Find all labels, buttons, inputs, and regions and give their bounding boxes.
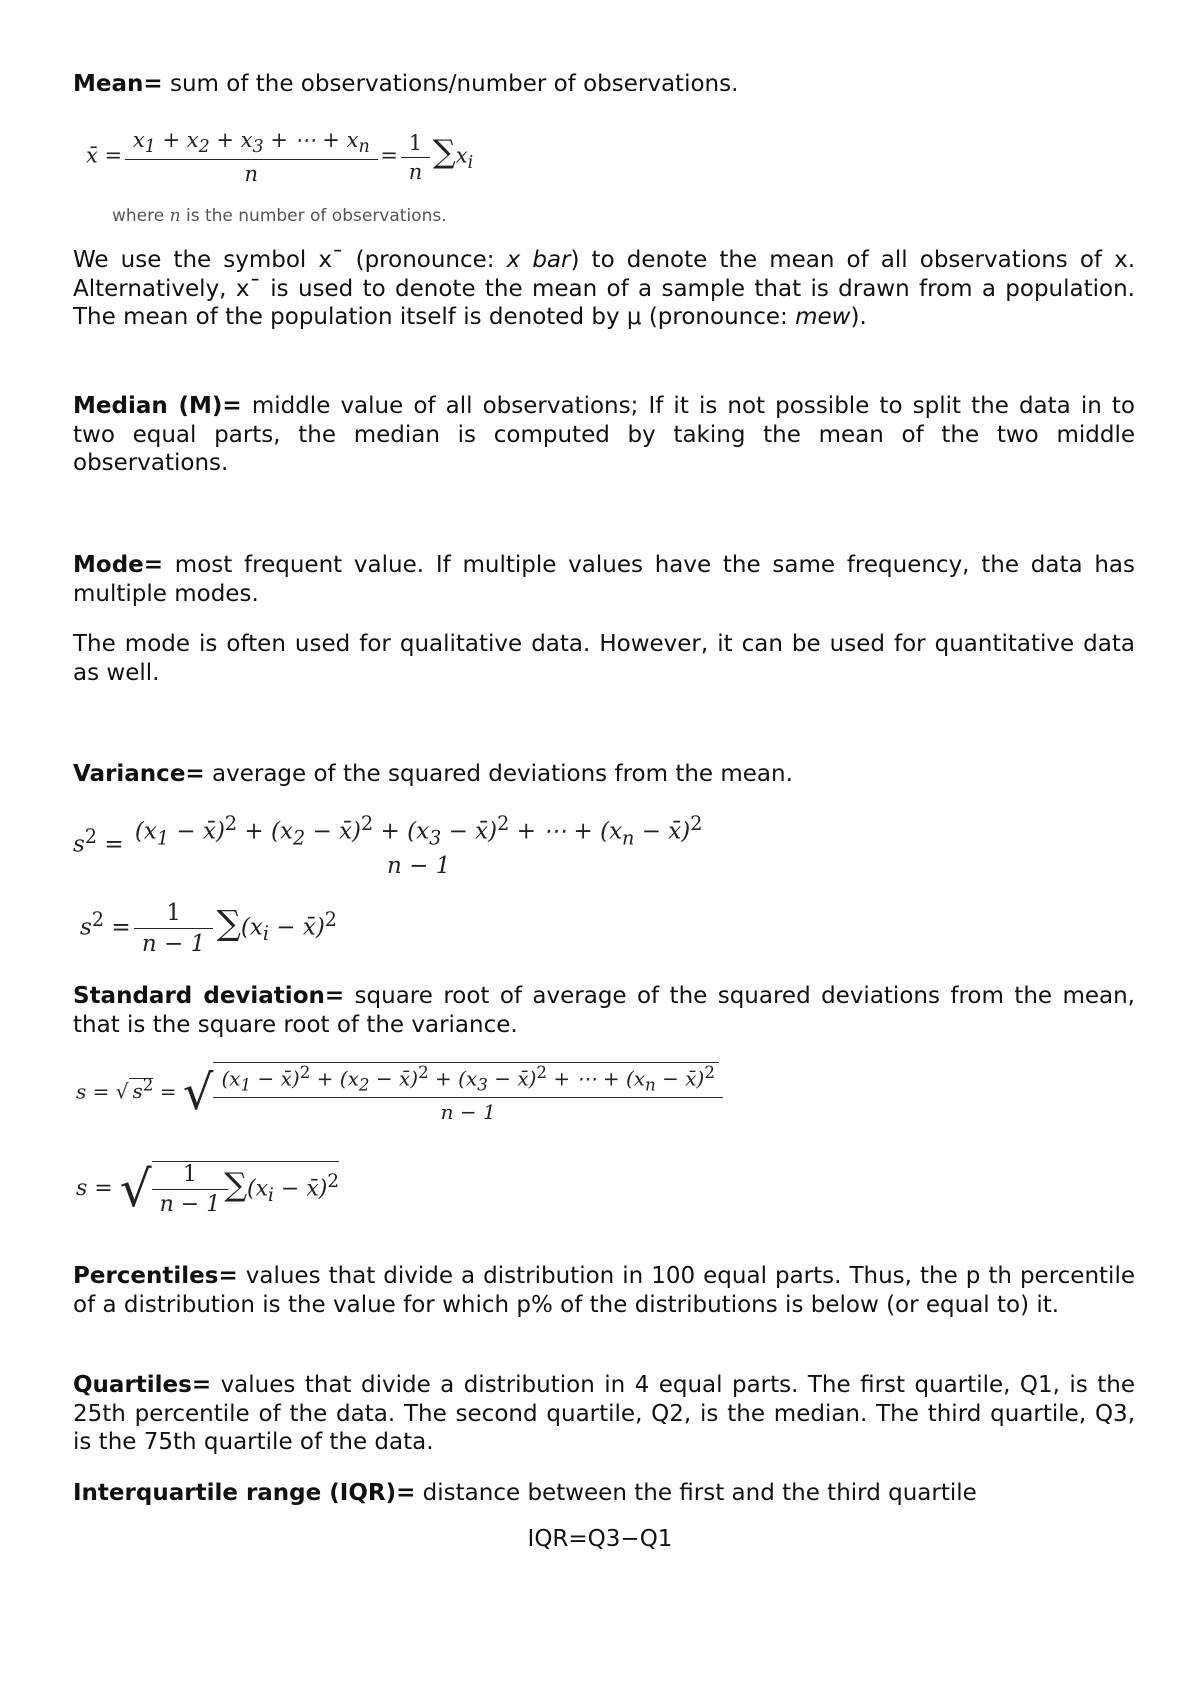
mode-definition [73, 551, 1135, 608]
variance-def-text: average of the squared deviations from the mean. [204, 761, 793, 787]
iqr-definition [73, 1479, 1135, 1508]
quartiles-term: Quartiles= [73, 1372, 212, 1398]
mean-formula: x̄ = $\frac{x_1 + x_2 + x_3 + \cdots + x_n}{n}$ = $\frac{1}{n}$ $\sum x_i$ [86, 128, 474, 187]
percentiles-term: Percentiles= [73, 1263, 238, 1289]
mean-explanation-italic-1: x bar [506, 247, 571, 273]
caption-post: is the number of observations. [180, 206, 447, 226]
quartiles-def-text: values that divide a distribution in 4 equal parts. The first quartile, Q1, is the 25th percentile of the data. The second quartile, Q2, is the median. The third quartile, Q3, is the 75th quartile of the data. [73, 1372, 1135, 1455]
mode-term: Mode= [73, 552, 164, 578]
variance-formula-summation: $s^2$ = $\frac{1}{n - 1}$ $\sum(x_i$ − x̄)$^2$ [80, 900, 337, 957]
stddev-def-text: square root of average of the squared deviations from the mean, that is the square root of the variance. [73, 983, 1135, 1038]
caption-var: n [169, 206, 181, 226]
stddev-formula-expanded: s = √ $s^2$ = √ $\frac{(x_1 - x̄)^2 + (x_2 - x̄)^2 + (x_3 - x̄)^2 + \cdots + (x_n - x̄)^2}{n - 1}$ [76, 1062, 719, 1124]
stddev-term: Standard deviation= [73, 983, 345, 1009]
percentiles-definition [73, 1262, 1135, 1319]
mean-explanation-part-3: ). [850, 304, 867, 330]
mode-note: The mode is often used for qualitative data. However, it can be used for quantitative data as well. [73, 631, 1135, 686]
mode-def-text: most frequent value. If multiple values have the same frequency, the data has multiple modes. [73, 552, 1135, 607]
stddev-definition [73, 982, 1135, 1039]
mean-explanation-italic-2: mew [795, 304, 851, 330]
stddev-formula-summation: s = √ $\frac{1}{n - 1}$ $\sum(x_i$ − x̄)$^2$ [76, 1160, 340, 1218]
caption-pre: where [112, 206, 170, 226]
mean-explanation-part-2: ) to denote the mean of all observations of x. Alternatively, x¯ is used to denote the mean of a sample that is drawn from a population. The mean of the population itself is denoted by μ (pronounce: [73, 247, 1136, 330]
median-def-text: middle value of all observations; If it is not possible to split the data in to two equal parts, the median is computed by taking the mean of the two middle observations. [73, 393, 1136, 476]
mean-definition [73, 70, 1135, 99]
median-term: Median (M)= [73, 393, 242, 419]
percentiles-def-text: values that divide a distribution in 100 equal parts. Thus, the p th percentile of a distribution is the value for which p% of the distributions is below (or equal to) it. [73, 1263, 1135, 1318]
mean-explanation-part-1: We use the symbol x¯ (pronounce: [73, 247, 507, 273]
mean-formula-caption [112, 206, 447, 226]
median-definition [73, 392, 1135, 478]
variance-term: Variance= [73, 761, 205, 787]
variance-formula-expanded: $s^2$ = ($x_1$ − x̄)$^2$ + ($x_2$ − x̄)$^2$ + ($x_3$ − x̄)$^2$ + ⋯ + ($x_n$ − x̄)$^2$ n − 1 [73, 812, 703, 880]
iqr-term: Interquartile range (IQR)= [73, 1480, 416, 1506]
mean-explanation [73, 246, 1135, 332]
mean-def-text: sum of the observations/number of observations. [162, 71, 739, 97]
mean-term: Mean= [73, 71, 163, 97]
quartiles-definition [73, 1371, 1135, 1457]
iqr-formula: IQR=Q3−Q1 [527, 1526, 673, 1552]
variance-definition [73, 760, 1135, 789]
iqr-def-text: distance between the first and the third quartile [415, 1480, 977, 1506]
